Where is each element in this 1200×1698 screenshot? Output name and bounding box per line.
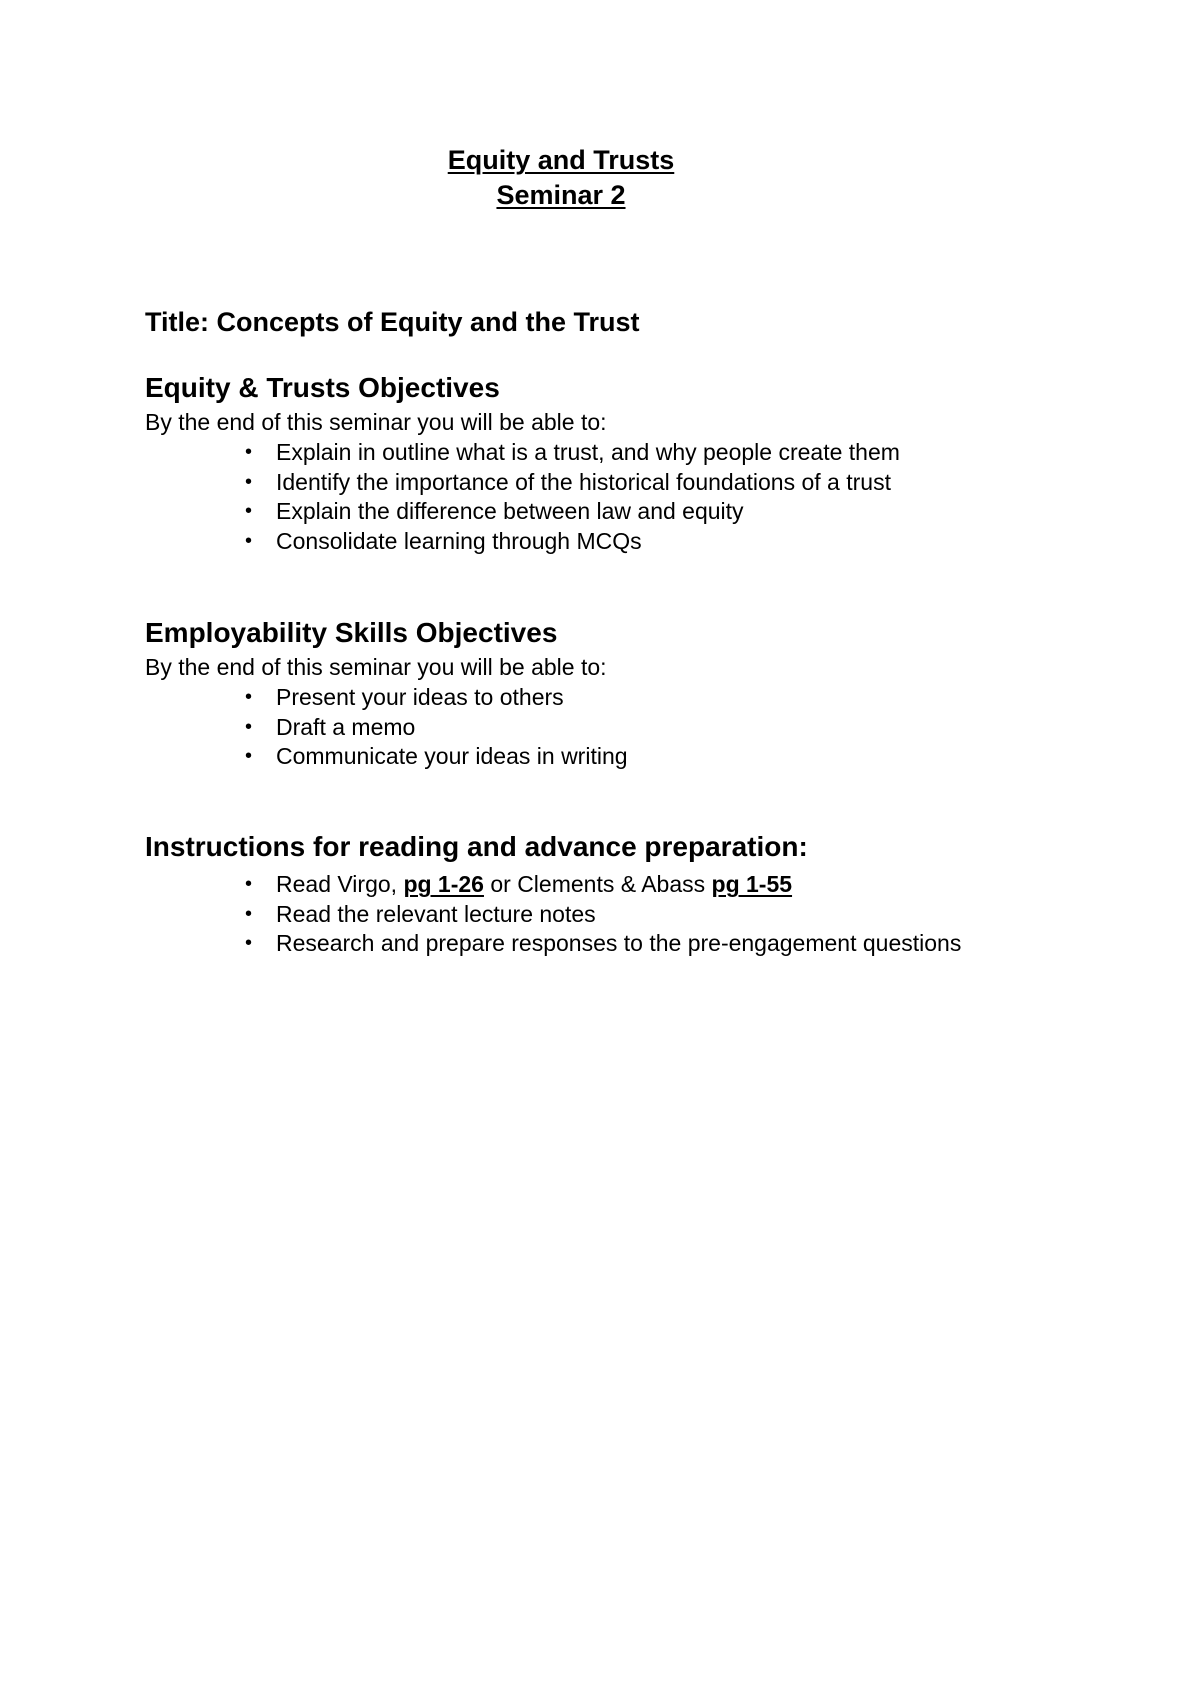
list-item-text: Research and prepare responses to the pre-engagement questions [276, 930, 962, 956]
reading-middle: or Clements & Abass [483, 871, 712, 897]
employability-objectives-intro: By the end of this seminar you will be able to: [145, 654, 607, 680]
bullet-icon: • [245, 441, 253, 463]
list-item-text: Identify the importance of the historical foundations of a trust [276, 468, 891, 495]
virgo-pages: pg 1-26 [403, 871, 484, 897]
bullet-icon: • [245, 686, 253, 708]
equity-objectives-heading: Equity & Trusts Objectives [145, 372, 500, 403]
employability-objectives-heading: Employability Skills Objectives [145, 617, 558, 648]
document-subtitle: Seminar 2 [496, 180, 626, 210]
list-item-text: Present your ideas to others [276, 684, 564, 710]
list-item-text: Consolidate learning through MCQs [276, 527, 642, 554]
instructions-heading: Instructions for reading and advance preparation: [145, 831, 808, 862]
bullet-icon: • [245, 902, 253, 925]
list-item-text: Communicate your ideas in writing [276, 743, 628, 769]
seminar-title: Title: Concepts of Equity and the Trust [145, 307, 640, 337]
bullet-icon: • [245, 932, 253, 954]
bullet-icon: • [245, 873, 253, 895]
clements-abass-pages: pg 1-55 [711, 871, 793, 897]
bullet-icon: • [245, 715, 253, 738]
list-item-text: Read the relevant lecture notes [276, 900, 596, 927]
list-item-text: Explain in outline what is a trust, and why people create them [276, 439, 900, 465]
reading-item-text [276, 870, 792, 900]
bullet-icon: • [245, 745, 253, 767]
bullet-icon: • [245, 500, 253, 522]
reading-prefix: Read Virgo, [276, 871, 404, 897]
list-item-text: Explain the difference between law and equity [276, 498, 744, 524]
document-title: Equity and Trusts [447, 145, 675, 175]
equity-objectives-intro: By the end of this seminar you will be able to: [145, 409, 607, 435]
bullet-icon: • [245, 470, 253, 493]
bullet-icon: • [245, 529, 253, 552]
list-item-text: Draft a memo [276, 713, 416, 740]
